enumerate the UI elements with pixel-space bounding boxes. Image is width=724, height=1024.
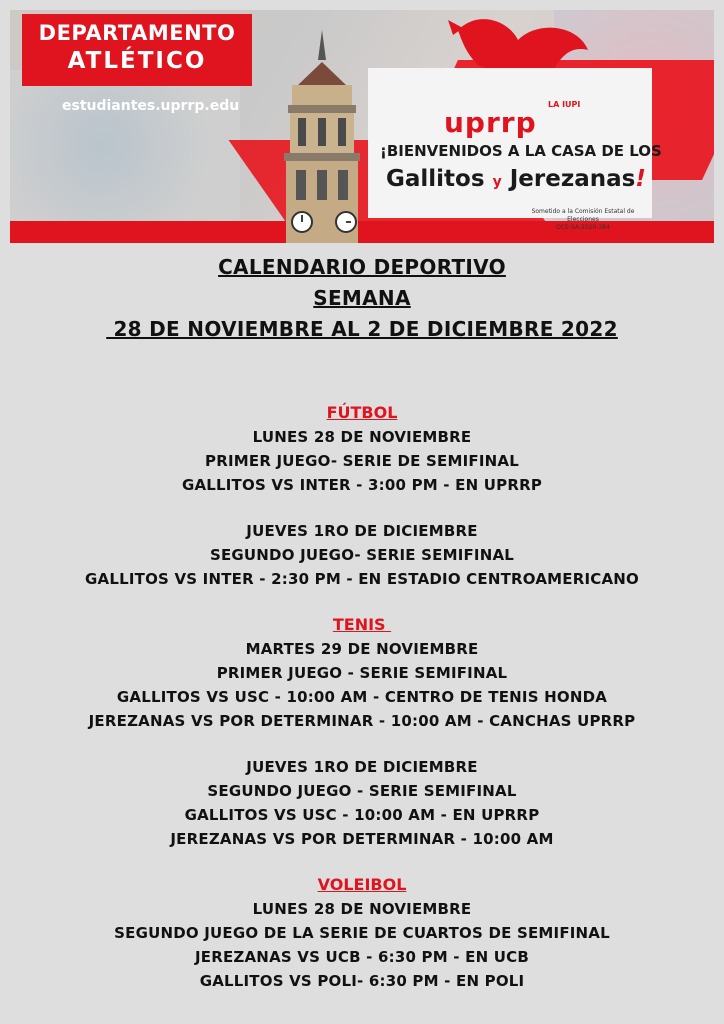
event-match: GALLITOS VS POLI- 6:30 PM - EN POLI [199, 972, 525, 990]
section-title: FÚTBOL [326, 403, 398, 422]
page-title: CALENDARIO DEPORTIVO [218, 255, 506, 279]
section-futbol [0, 401, 724, 591]
logo-tagline: LA IUPI [548, 100, 581, 109]
uprrp-logo: uprrp [444, 106, 537, 139]
event-match: GALLITOS VS INTER - 3:00 PM - EN UPRRP [181, 476, 543, 494]
section-title: TENIS [332, 615, 392, 634]
fine-print-line: Sometido a la Comisión Estatal de Elecciones [531, 208, 635, 223]
event-series: SEGUNDO JUEGO DE LA SERIE DE CUARTOS DE SEMIFINAL [114, 924, 610, 942]
schedule-content [0, 252, 724, 993]
section-voleibol [0, 873, 724, 993]
event-day: LUNES 28 DE NOVIEMBRE [252, 428, 472, 446]
page-subtitle: SEMANA [313, 286, 411, 310]
header-banner [10, 10, 714, 243]
section-title: VOLEIBOL [317, 875, 407, 894]
department-name-2: ATLÉTICO [67, 48, 207, 74]
section-tenis [0, 613, 724, 851]
event-match: JEREZANAS VS POR DETERMINAR - 10:00 AM [170, 830, 554, 848]
event-series: SEGUNDO JUEGO- SERIE SEMIFINAL [209, 546, 515, 564]
event-series: PRIMER JUEGO- SERIE DE SEMIFINAL [205, 452, 519, 470]
department-name: DEPARTAMENTO [38, 21, 236, 45]
event-match: JEREZANAS VS POR DETERMINAR - 10:00 AM - CANCHAS UPRRP [88, 712, 636, 730]
fine-print-code: OCE-SA-2020-384 [556, 224, 610, 231]
date-range: 28 DE NOVIEMBRE AL 2 DE DICIEMBRE 2022 [106, 317, 618, 341]
exclamation: ! [635, 166, 646, 192]
welcome-text: ¡BIENVENIDOS A LA CASA DE LOS [380, 142, 662, 160]
event-series: SEGUNDO JUEGO - SERIE SEMIFINAL [207, 782, 517, 800]
banner-bg-graphic [10, 70, 240, 220]
event-day: JUEVES 1RO DE DICIEMBRE [246, 522, 478, 540]
website-label: estudiantes.uprrp.edu [62, 98, 240, 114]
team-gallitos: Gallitos [386, 166, 485, 192]
department-badge [22, 14, 252, 86]
event-match: GALLITOS VS INTER - 2:30 PM - EN ESTADIO CENTROAMERICANO [85, 570, 639, 588]
event-match: GALLITOS VS USC - 10:00 AM - EN UPRRP [184, 806, 540, 824]
event-day: JUEVES 1RO DE DICIEMBRE [246, 758, 478, 776]
clock-tower-image [268, 30, 376, 243]
team-jerezanas: Jerezanas [509, 166, 636, 192]
event-match: GALLITOS VS USC - 10:00 AM - CENTRO DE TENIS HONDA [116, 688, 608, 706]
event-day: LUNES 28 DE NOVIEMBRE [252, 900, 472, 918]
event-match: JEREZANAS VS UCB - 6:30 PM - EN UCB [195, 948, 529, 966]
welcome-panel [368, 68, 662, 231]
event-day: MARTES 29 DE NOVIEMBRE [245, 640, 479, 658]
welcome-teams [386, 166, 646, 192]
fine-print [518, 208, 648, 232]
event-series: PRIMER JUEGO - SERIE SEMIFINAL [216, 664, 508, 682]
conjunction: y [492, 174, 502, 190]
